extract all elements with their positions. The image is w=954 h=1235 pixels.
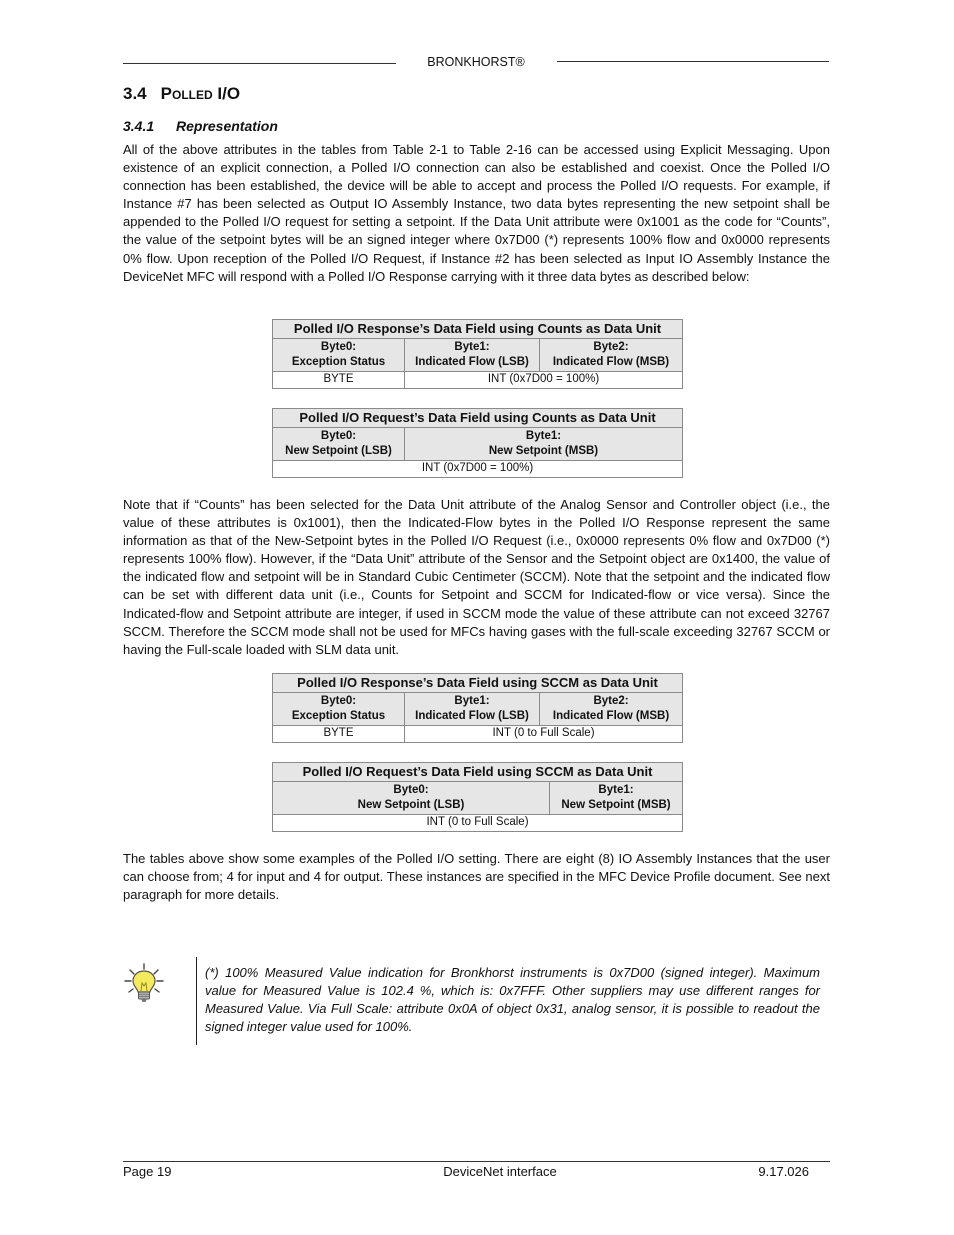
table-header-cell: Byte0: Exception Status <box>273 693 405 726</box>
footer-doc-number: 9.17.026 <box>758 1164 809 1179</box>
table-request-sccm <box>272 762 683 832</box>
table-header-cell: Byte0: New Setpoint (LSB) <box>273 782 550 815</box>
subsection-number: 3.4.1 <box>123 118 155 134</box>
table-title: Polled I/O Response’s Data Field using SCCM as Data Unit <box>273 674 683 693</box>
table-response-sccm <box>272 673 683 743</box>
subsection-title: Representation <box>176 118 278 134</box>
table-cell: INT (0x7D00 = 100%) <box>405 372 683 389</box>
footer-title: DeviceNet interface <box>443 1164 557 1179</box>
paragraph-counts-note: Note that if “Counts” has been selected for the Data Unit attribute of the Analog Sensor and Controller object (i.e., the value of these attributes is 0x1001), then the Indicated-Flow bytes in the Polled I/O Response represent the same information as that of the New-Setpoint bytes in the Polled I/O Request (i.e., 0x0000 represents 0% flow and 0x7D00 (*) represents 100% flow). However, if the “Data Unit” attribute of the Sensor and the Setpoint object are 0x1400, the value of the indicated flow and setpoint will be in Standard Cubic Centimeter (SCCM). Note that the setpoint and the indicated flow can be set with different data unit (i.e., Counts for Setpoint and SCCM for Indicated-flow or vice versa). Since the Indicated-flow and Setpoint attribute are integer, if used in SCCM mode the value of these attribute can not exceed 32767 SCCM. Therefore the SCCM mode shall not be used for MFCs having gases with the full-scale exceeding 32767 SCCM or having the Full-scale loaded with SLM data unit. <box>123 497 830 657</box>
table-cell: BYTE <box>273 372 405 389</box>
table-header-cell: Byte2: Indicated Flow (MSB) <box>540 339 683 372</box>
table-header-cell: Byte1: New Setpoint (MSB) <box>550 782 683 815</box>
section-title: Polled I/O <box>160 84 241 103</box>
table-response-counts <box>272 319 683 389</box>
table-cell: INT (0x7D00 = 100%) <box>273 461 683 478</box>
lightbulb-icon <box>122 962 166 1006</box>
section-number: 3.4 <box>123 84 147 103</box>
section-heading <box>123 84 240 104</box>
table-title: Polled I/O Request’s Data Field using Counts as Data Unit <box>273 409 683 428</box>
header-brand: BRONKHORST® <box>427 55 525 69</box>
table-request-counts <box>272 408 683 478</box>
table-header-cell: Byte1: Indicated Flow (LSB) <box>405 339 540 372</box>
table-cell: BYTE <box>273 726 405 743</box>
subsection-heading <box>123 118 278 134</box>
paragraph-summary: The tables above show some examples of the Polled I/O setting. There are eight (8) IO Assembly Instances that the user can choose from; 4 for input and 4 for output. These instances are specified in the MFC Device Profile document. See next paragraph for more details. <box>123 851 830 903</box>
footer-rule <box>123 1161 830 1162</box>
table-header-cell: Byte0: New Setpoint (LSB) <box>273 428 405 461</box>
footer-page-number: Page 19 <box>123 1164 172 1179</box>
paragraph-intro: All of the above attributes in the tables from Table 2-1 to Table 2-16 can be accessed using Explicit Messaging. Upon existence of an explicit connection, a Polled I/O connection can also be established and coexist. Once the Polled I/O connection has been established, the device will be able to accept and process the Polled I/O requests. For example, if Instance #7 has been selected as Output IO Assembly Instance, two data bytes representing the new setpoint shall be appended to the Polled I/O request for setting a setpoint. If the Data Unit attribute were 0x1001 as the code for “Counts”, the value of the setpoint bytes will be an signed integer where 0x7D00 (*) represents 100% flow and 0x0000 represents 0% flow. Upon reception of the Polled I/O Request, if Instance #2 has been selected as Input IO Assembly Instance the DeviceNet MFC will respond with a Polled I/O Response carrying with it three data bytes as described below: <box>123 142 830 284</box>
table-title: Polled I/O Request’s Data Field using SCCM as Data Unit <box>273 763 683 782</box>
note-divider <box>196 957 197 1045</box>
table-header-cell: Byte1: Indicated Flow (LSB) <box>405 693 540 726</box>
table-header-cell: Byte0: Exception Status <box>273 339 405 372</box>
header-rule-right <box>557 61 829 62</box>
note-text: (*) 100% Measured Value indication for Bronkhorst instruments is 0x7D00 (signed integer). Maximum value for Measured Value is 102.4 %, which is: 0x7FFF. Other suppliers may use different ranges for Measured Value. Via Full Scale: attribute 0x0A of object 0x31, analog sensor, it is possible to readout the signed integer value used for 100%. <box>205 965 820 1035</box>
table-cell: INT (0 to Full Scale) <box>273 815 683 832</box>
header-rule-left <box>123 63 396 64</box>
table-cell: INT (0 to Full Scale) <box>405 726 683 743</box>
table-header-cell: Byte2: Indicated Flow (MSB) <box>540 693 683 726</box>
table-header-cell: Byte1: New Setpoint (MSB) <box>405 428 683 461</box>
table-title: Polled I/O Response’s Data Field using Counts as Data Unit <box>273 320 683 339</box>
